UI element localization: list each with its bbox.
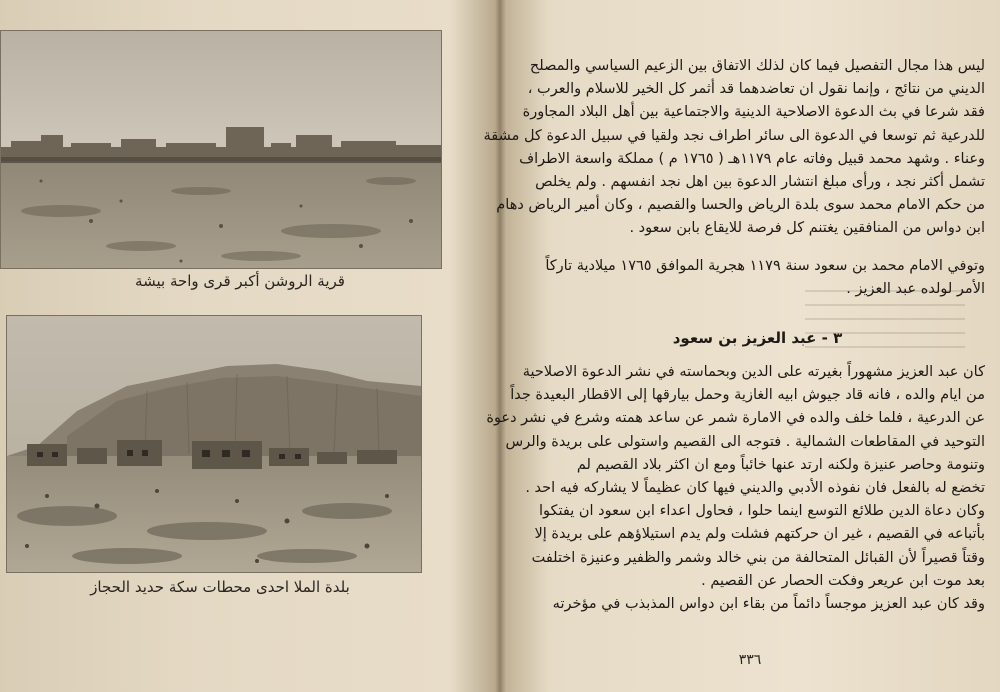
right-page <box>483 0 1000 692</box>
section-heading: ٣ - عبد العزيز بن سعود <box>672 329 843 348</box>
page-number: ٣٣٦ <box>738 652 762 668</box>
text-line: فقد شرعا في بث الدعوة الاصلاحية الدينية والاجتماعية بين أهل البلاد المجاورة <box>522 104 985 121</box>
photo1-caption: قرية الروشن أكبر قرى واحة بيشة <box>135 272 345 290</box>
text-line: بأتباعه في القصيم ، غير ان حركتهم فشلت ولم يدم استيلاؤهم على بريدة إلا <box>534 526 985 543</box>
photo-village-rowshan <box>0 30 442 269</box>
left-page <box>0 0 495 692</box>
photo2-caption: بلدة الملا احدى محطات سكة حديد الحجاز <box>90 578 350 596</box>
text-line: الديني من نتائج ، وإنما نقول ان تعاضدهما قد أثمر كل الخير للاسلام والعرب ، <box>527 81 985 98</box>
text-line: للدرعية ثم توسعا في الدعوة الى سائر اطراف نجد ولقيا في سبيل الدعوة كل مشقة <box>483 127 985 144</box>
text-line: ليس هذا مجال التفصيل فيما كان لذلك الاتفاق بين الزعيم السياسي والمصلح <box>529 58 985 74</box>
text-line: وقد كان عبد العزيز موجساً دائماً من بقاء ابن دواس المذبذب في مؤخرته <box>552 596 985 613</box>
body-text <box>483 55 985 616</box>
photo-town-image <box>7 316 421 572</box>
text-line: وتنومة وحاصر عنيزة ولكنه ارتد عنها خائباً ومع ان اكثر بلاد القصيم لم <box>576 456 985 473</box>
text-line: وعناء . وشهد محمد قبيل وفاته عام ١١٧٩هـ ( ١٧٦٥ م ) مملكة واسعة الاطراف <box>519 150 985 167</box>
paragraph-2 <box>530 255 985 301</box>
text-line: كان عبد العزيز مشهوراً بغيرته على الدين وبحماسته في نشر الدعوة الاصلاحية <box>522 364 985 381</box>
paragraph-1 <box>483 55 985 241</box>
text-line: تخضع له بالفعل فان نفوذه الأدبي والديني فيها كان عظيماً لا يشاركه فيه احد . <box>525 480 985 497</box>
paragraph-3 <box>486 361 985 616</box>
text-line: وكان دعاة الدين طلائع التوسع اينما حلوا ، فحاول اعداء ابن سعود ان يفتكوا <box>538 503 985 520</box>
text-line: ابن دواس من المنافقين يغتنم كل فرصة للايقاع بابن سعود . <box>629 220 985 237</box>
text-line: التوحيد في المقاطعات الشمالية . فتوجه الى القصيم واستولى على بريدة والرس <box>505 433 985 450</box>
text-line: بعد موت ابن عريعر وفكت الحصار عن القصيم . <box>701 572 985 589</box>
text-line: وقتاً قصيراً لأن القبائل المتحالفة من بني خالد وشمر والظفير وعنيزة اختلفت <box>531 549 985 566</box>
text-line: وتوفي الامام محمد بن سعود سنة ١١٧٩ هجرية الموافق ١٧٦٥ ميلادية تاركاً <box>545 257 985 274</box>
photo-town-mulla <box>6 315 422 573</box>
text-line: من ايام والده ، فانه قاد جيوش ابيه الغازية وحمل بيارقها إلى الاقطار البعيدة جداً <box>510 387 985 404</box>
text-line: الأمر لولده عبد العزيز . <box>846 280 985 297</box>
text-line: عن الدرعية ، فلما خلف والده في الامارة شمر عن ساعد همته وشرع في نشر دعوة <box>486 410 985 427</box>
text-line: تشمل أكثر نجد ، ورأى مبلغ انتشار الدعوة بين اهل نجد انفسهم . ولم يخلص <box>535 174 985 191</box>
photo-village-image <box>1 31 441 268</box>
text-line: من حكم الامام محمد سوى بلدة الرياض والحسا والقصيم ، وكان أمير الرياض دهام <box>496 197 985 214</box>
